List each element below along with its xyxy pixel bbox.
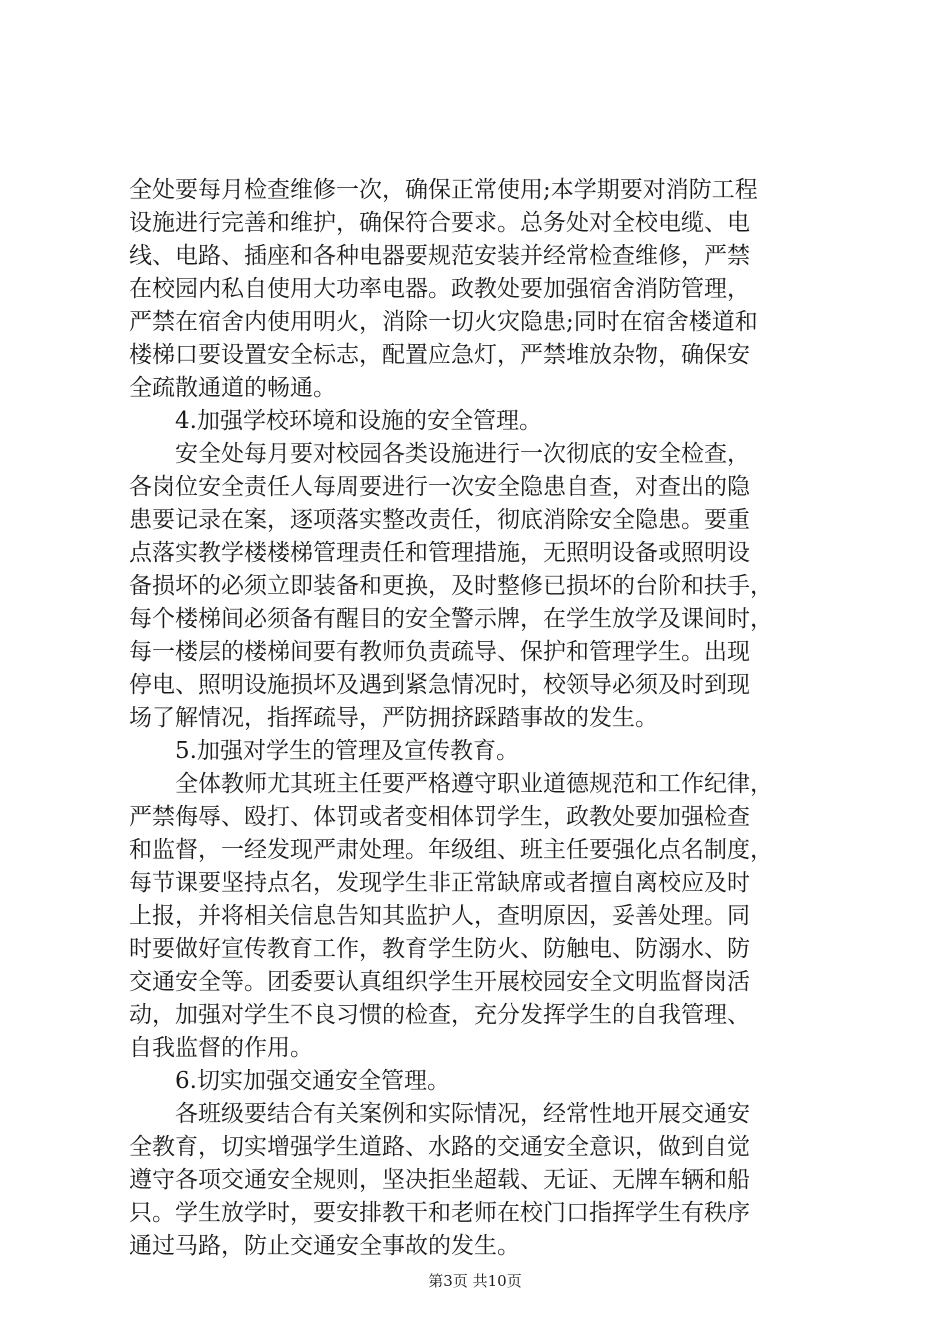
text-line: 各岗位安全责任人每周要进行一次安全隐患自查，对查出的隐 [129, 474, 750, 500]
text-line: 楼梯口要设置安全标志，配置应急灯，严禁堆放杂物，确保安 [129, 342, 750, 368]
text-line: 在校园内私自使用大功率电器。政教处要加强宿舍消防管理， [129, 276, 750, 302]
text-line: 全疏散通道的畅通。 [129, 375, 336, 401]
document-body [129, 174, 829, 1263]
text-line: 线、电路、插座和各种电器要规范安装并经常检查维修，严禁 [129, 243, 750, 269]
text-line: 全教育，切实增强学生道路、水路的交通安全意识，做到自觉 [129, 1134, 750, 1160]
text-line: 和监督，一经发现严肃处理。年级组、班主任要强化点名制度， [129, 837, 773, 863]
text-line: 上报，并将相关信息告知其监护人，查明原因，妥善处理。同 [129, 903, 750, 929]
section-heading: 5.加强对学生的管理及宣传教育。 [175, 738, 519, 764]
text-line: 各班级要结合有关案例和实际情况，经常性地开展交通安 [175, 1101, 750, 1127]
text-line: 严禁在宿舍内使用明火，消除一切火灾隐患;同时在宿舍楼道和 [129, 309, 758, 335]
text-line: 自我监督的作用。 [129, 1035, 313, 1061]
text-line: 安全处每月要对校园各类设施进行一次彻底的安全检查， [175, 441, 750, 467]
text-line: 交通安全等。团委要认真组织学生开展校园安全文明监督岗活 [129, 969, 750, 995]
text-line: 备损坏的必须立即装备和更换，及时整修已损坏的台阶和扶手， [129, 573, 773, 599]
section-heading: 4.加强学校环境和设施的安全管理。 [175, 408, 542, 434]
text-line: 点落实教学楼楼梯管理责任和管理措施，无照明设备或照明设 [129, 540, 750, 566]
text-line: 遵守各项交通安全规则，坚决拒坐超载、无证、无牌车辆和船 [129, 1167, 750, 1193]
text-line: 严禁侮辱、殴打、体罚或者变相体罚学生，政教处要加强检查 [129, 804, 750, 830]
text-line: 每节课要坚持点名，发现学生非正常缺席或者擅自离校应及时 [129, 870, 750, 896]
text-line: 只。学生放学时，要安排教干和老师在校门口指挥学生有秩序 [129, 1200, 750, 1226]
text-line: 通过马路，防止交通安全事故的发生。 [129, 1233, 520, 1259]
text-line: 场了解情况，指挥疏导，严防拥挤踩踏事故的发生。 [129, 705, 658, 731]
text-line: 设施进行完善和维护，确保符合要求。总务处对全校电缆、电 [129, 210, 750, 236]
text-line: 全体教师尤其班主任要严格遵守职业道德规范和工作纪律， [175, 771, 773, 797]
section-heading: 6.切实加强交通安全管理。 [175, 1068, 450, 1094]
text-line: 每一楼层的楼梯间要有教师负责疏导、保护和管理学生。出现 [129, 639, 750, 665]
text-line: 患要记录在案，逐项落实整改责任，彻底消除安全隐患。要重 [129, 507, 750, 533]
text-line: 全处要每月检查维修一次，确保正常使用;本学期要对消防工程 [129, 177, 758, 203]
text-line: 每个楼梯间必须备有醒目的安全警示牌，在学生放学及课间时， [129, 606, 773, 632]
page-number: 第3页 共10页 [428, 1272, 522, 1290]
text-line: 时要做好宣传教育工作，教育学生防火、防触电、防溺水、防 [129, 936, 750, 962]
text-line: 动，加强对学生不良习惯的检查，充分发挥学生的自我管理、 [129, 1002, 750, 1028]
text-line: 停电、照明设施损坏及遇到紧急情况时，校领导必须及时到现 [129, 672, 750, 698]
